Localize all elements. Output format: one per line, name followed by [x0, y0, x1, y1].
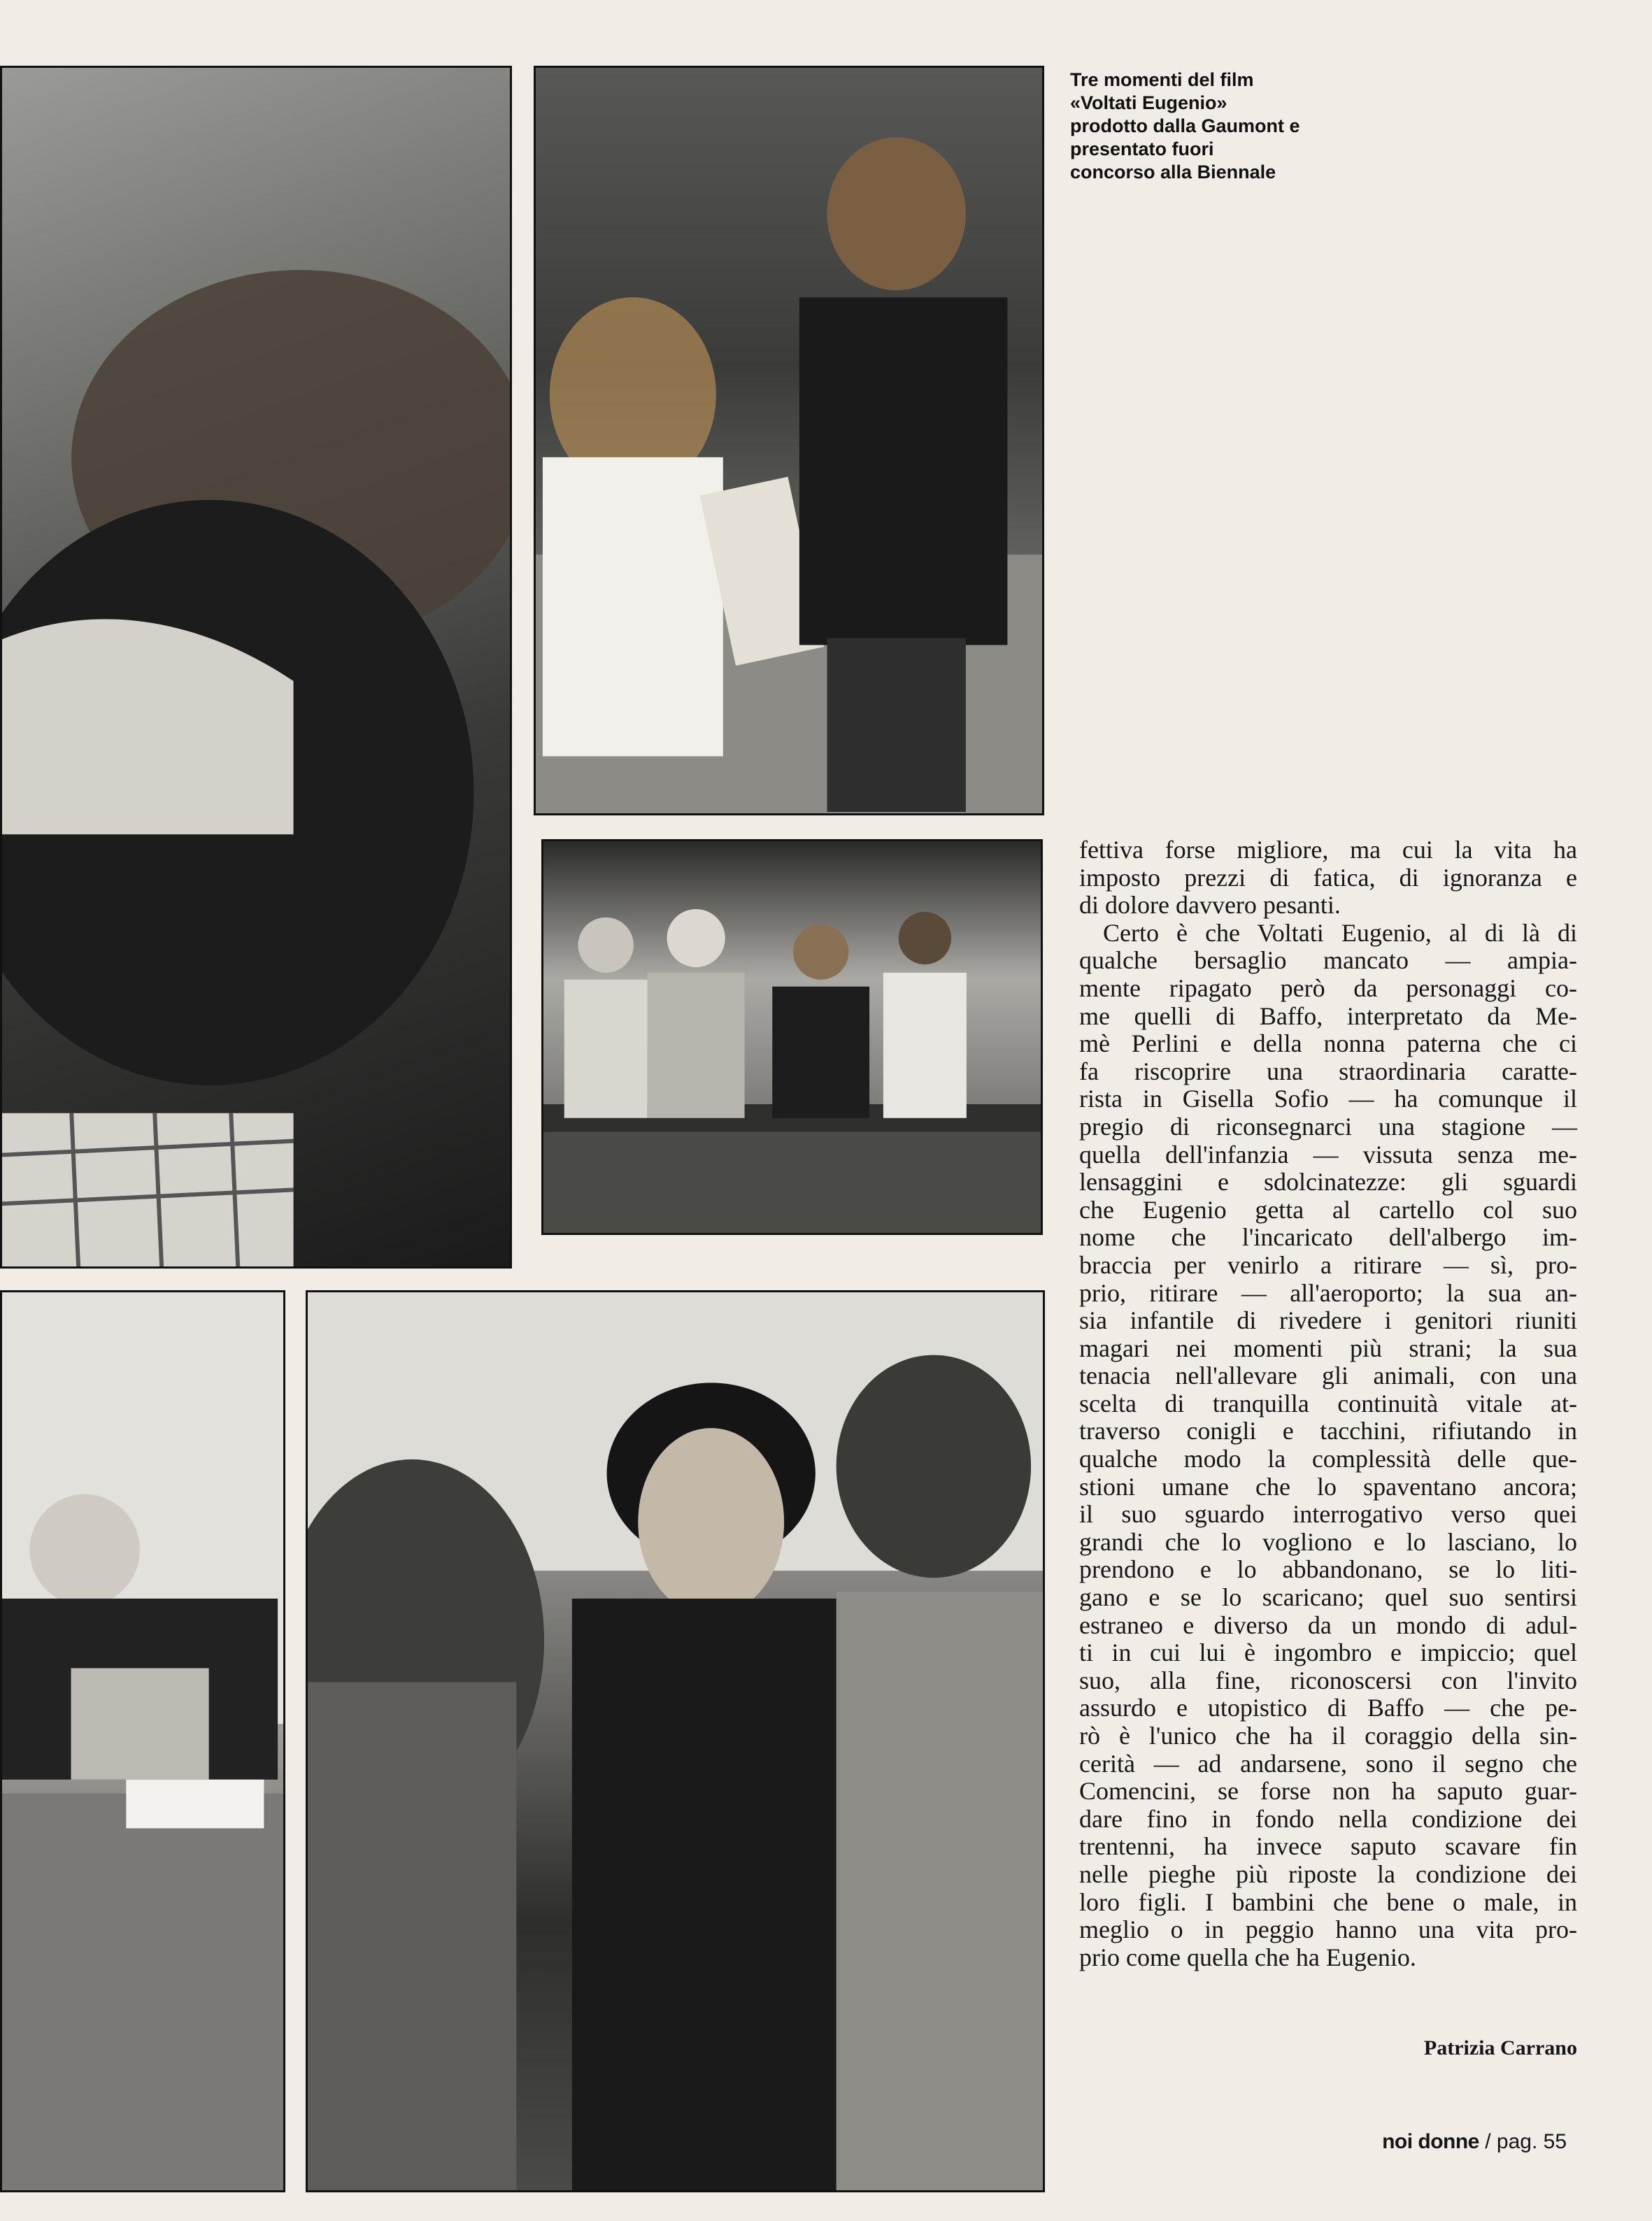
caption-line: Tre momenti del film — [1070, 69, 1254, 90]
author-byline: Patrizia Carrano — [1423, 2036, 1577, 2059]
officer-typewriter-illustration — [2, 1292, 283, 2190]
photo-man-curly-hair — [306, 1290, 1045, 2192]
article-line: estraneo e diverso da un mondo di adul- — [1079, 1611, 1577, 1639]
article-line: prendono e lo abbandonano, se lo liti- — [1079, 1555, 1577, 1584]
photo-group-at-wall — [541, 839, 1043, 1235]
page-footer — [1329, 2130, 1567, 2154]
photo-officer-typewriter — [0, 1290, 285, 2192]
article-line: braccia per venirlo a ritirare — sì, pro- — [1079, 1250, 1577, 1279]
article-line: cerità — ad andarsene, sono il segno che — [1079, 1749, 1577, 1778]
footer-separator: / — [1485, 2130, 1491, 2153]
photo-two-boys — [534, 66, 1044, 815]
article-line: imposto prezzi di fatica, di ignoranza e — [1079, 863, 1577, 892]
article-body — [1079, 836, 1577, 1971]
caption-line: «Voltati Eugenio» — [1070, 92, 1227, 113]
article-line: di dolore davvero pesanti. — [1079, 891, 1341, 920]
article-line: loro figli. I bambini che bene o male, in — [1079, 1887, 1577, 1916]
article-line: Certo è che Voltati Eugenio, al di là di — [1103, 918, 1577, 947]
article-line: prio, ritirare — all'aeroporto; la sua an- — [1079, 1278, 1577, 1307]
article-line: pregio di riconsegnarci una stagione — — [1079, 1112, 1577, 1141]
caption-line: prodotto dalla Gaumont e — [1070, 115, 1300, 136]
article-line: prio come quella che ha Eugenio. — [1079, 1943, 1416, 1971]
article-line: trentenni, ha invece saputo scavare fin — [1079, 1832, 1577, 1861]
article-line: assurdo e utopistico di Baffo — che pe- — [1079, 1694, 1577, 1722]
article-line: qualche bersaglio mancato — ampia- — [1079, 946, 1577, 975]
article-line: dare fino in fondo nella condizione dei — [1079, 1804, 1577, 1833]
article-line: rista in Gisella Sofio — ha comunque il — [1079, 1085, 1577, 1113]
article-line: gano e se lo scaricano; quel suo sentirsi — [1079, 1583, 1577, 1612]
article-line: quella dell'infanzia — vissuta senza me- — [1079, 1140, 1577, 1169]
article-line: rò è l'unico che ha il coraggio della sin- — [1079, 1722, 1577, 1750]
photo-caption — [1070, 69, 1371, 184]
two-boys-illustration — [536, 68, 1042, 813]
article-line: meglio o in peggio hanno una vita pro- — [1079, 1915, 1577, 1944]
article-line: mente ripagato però da personaggi co- — [1079, 973, 1577, 1002]
article-line: grandi che lo vogliono e lo lasciano, lo — [1079, 1527, 1577, 1556]
magazine-name: noi donne — [1382, 2130, 1479, 2153]
article-line: me quelli di Baffo, interpretato da Me- — [1079, 1001, 1577, 1030]
article-line: nelle pieghe più riposte la condizione dei — [1079, 1859, 1577, 1888]
article-line: fettiva forse migliore, ma cui la vita ha — [1079, 836, 1577, 864]
article-line: qualche modo la complessità delle que- — [1079, 1445, 1577, 1473]
child-reading-illustration — [2, 68, 510, 1266]
article-line: suo, alla fine, riconoscersi con l'invito — [1079, 1666, 1577, 1694]
article-line: fa riscoprire una straordinaria caratte- — [1079, 1057, 1577, 1085]
article-line: magari nei momenti più strani; la sua — [1079, 1334, 1577, 1362]
article-line: mè Perlini e della nonna paterna che ci — [1079, 1029, 1577, 1058]
article-line: lensaggini e sdolcinatezze: gli sguardi — [1079, 1168, 1577, 1197]
page-number: pag. 55 — [1496, 2130, 1567, 2153]
photo-child-reading — [0, 66, 512, 1269]
group-at-wall-illustration — [543, 841, 1041, 1233]
man-curly-hair-illustration — [308, 1292, 1043, 2190]
article-line: ti in cui lui è ingombro e impiccio; quel — [1079, 1638, 1577, 1667]
article-line: tenacia nell'allevare gli animali, con una — [1079, 1362, 1577, 1390]
article-line: stioni umane che lo spaventano ancora; — [1079, 1472, 1577, 1501]
article-line: che Eugenio getta al cartello col suo — [1079, 1195, 1577, 1224]
article-line: sia infantile di rivedere i genitori riuniti — [1079, 1306, 1577, 1335]
article-line: scelta di tranquilla continuità vitale at- — [1079, 1389, 1577, 1417]
article-line: nome che l'incaricato dell'albergo im- — [1079, 1223, 1577, 1252]
caption-line: concorso alla Biennale — [1070, 162, 1276, 183]
article-line: traverso conigli e tacchini, rifiutando in — [1079, 1417, 1577, 1445]
caption-line: presentato fuori — [1070, 138, 1214, 159]
article-line: il suo sguardo interrogativo verso quei — [1079, 1500, 1577, 1529]
article-line: Comencini, se forse non ha saputo guar- — [1079, 1777, 1577, 1806]
